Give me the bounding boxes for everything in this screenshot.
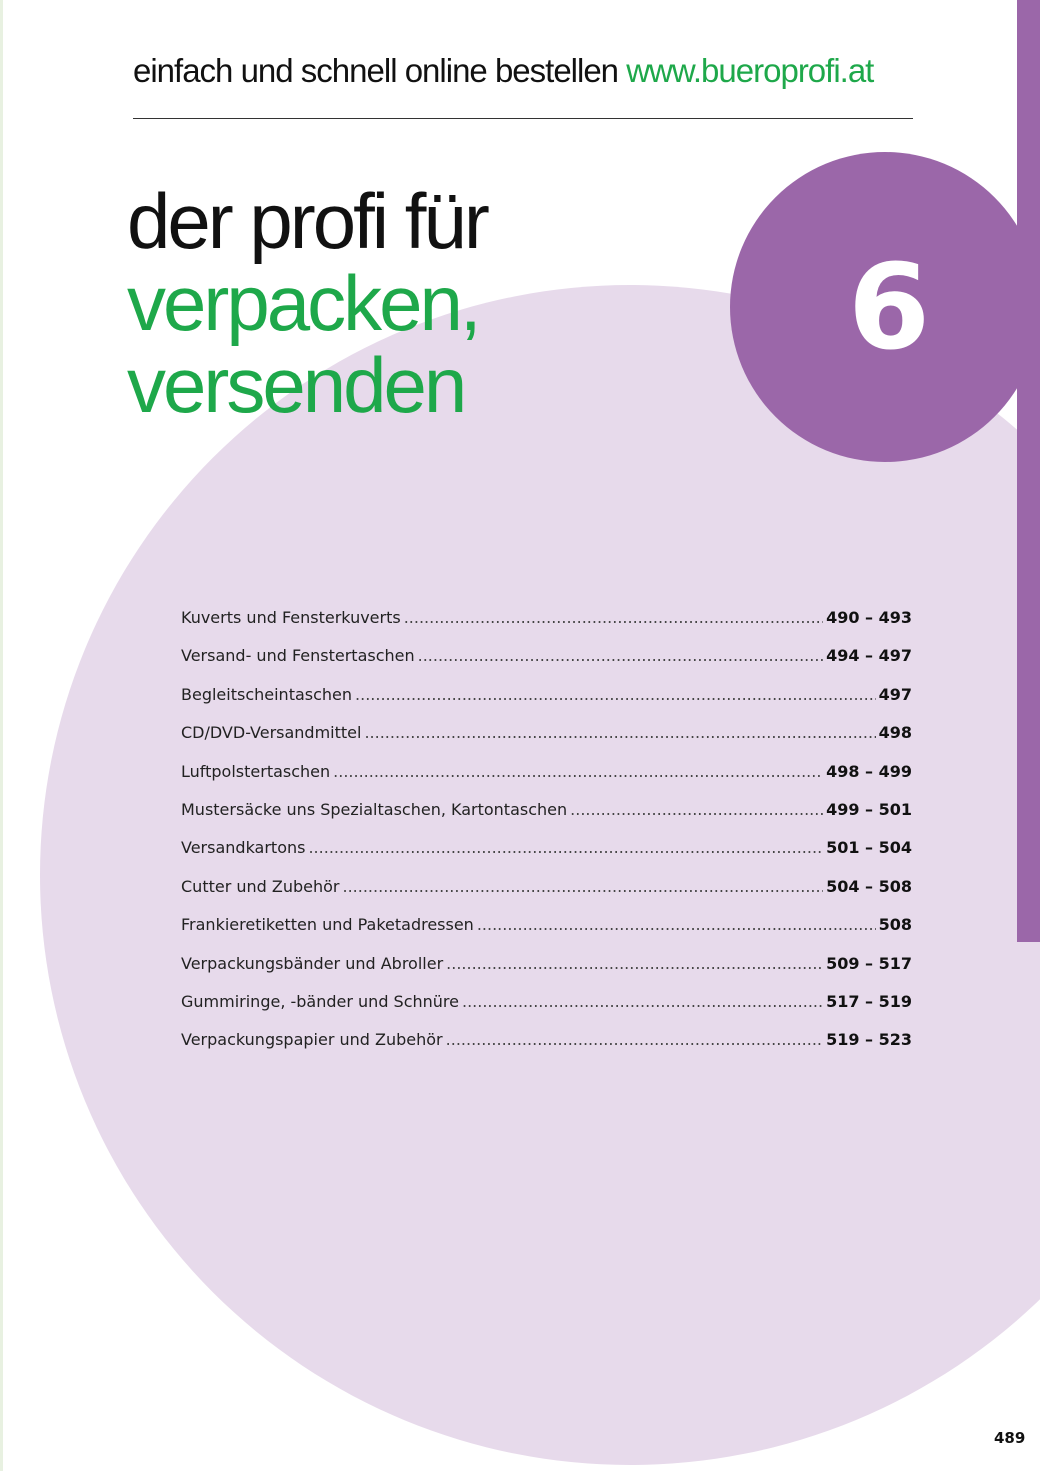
page-number: 489 — [994, 1429, 1026, 1447]
toc-row[interactable] — [181, 992, 912, 1030]
toc-label: CD/DVD-Versandmittel — [181, 723, 362, 743]
toc-label: Versandkartons — [181, 838, 306, 858]
toc-leader-dots — [333, 762, 823, 781]
toc-row[interactable] — [181, 1030, 912, 1068]
table-of-contents — [181, 608, 912, 1069]
toc-leader-dots — [364, 723, 875, 742]
toc-leader-dots — [355, 685, 876, 704]
page-title — [127, 177, 487, 429]
toc-pages: 497 — [878, 684, 912, 704]
toc-pages: 519 – 523 — [826, 1030, 912, 1050]
header-url-link[interactable]: www.bueroprofi.at — [626, 52, 874, 89]
toc-label: Frankieretiketten und Paketadressen — [181, 915, 474, 935]
toc-pages: 499 – 501 — [826, 799, 912, 819]
toc-pages: 490 – 493 — [826, 608, 912, 627]
toc-pages: 509 – 517 — [826, 953, 912, 973]
toc-label: Mustersäcke uns Spezialtaschen, Kartontaschen — [181, 799, 568, 819]
toc-pages: 517 – 519 — [826, 991, 912, 1011]
toc-label: Verpackungspapier und Zubehör — [181, 1030, 443, 1050]
toc-leader-dots — [404, 608, 823, 627]
toc-row[interactable] — [181, 838, 912, 876]
toc-leader-dots — [343, 877, 824, 896]
toc-label: Luftpolstertaschen — [181, 761, 331, 781]
toc-pages: 504 – 508 — [826, 876, 912, 896]
title-line-3: versenden — [127, 341, 465, 429]
toc-leader-dots — [570, 800, 823, 819]
toc-label: Gummiringe, -bänder und Schnüre — [181, 991, 459, 1011]
toc-row[interactable] — [181, 877, 912, 915]
toc-label: Versand- und Fenstertaschen — [181, 646, 415, 666]
chapter-number: 6 — [847, 238, 931, 376]
toc-row[interactable] — [181, 608, 912, 646]
toc-pages: 501 – 504 — [826, 838, 912, 858]
toc-pages: 498 — [878, 723, 912, 743]
toc-leader-dots — [308, 838, 823, 857]
toc-leader-dots — [477, 915, 876, 934]
toc-row[interactable] — [181, 954, 912, 992]
toc-leader-dots — [446, 954, 823, 973]
toc-row[interactable] — [181, 723, 912, 761]
toc-pages: 494 – 497 — [826, 646, 912, 666]
toc-row[interactable] — [181, 762, 912, 800]
header-tagline: einfach und schnell online bestellen — [133, 52, 619, 89]
toc-row[interactable] — [181, 800, 912, 838]
toc-label: Kuverts und Fensterkuverts — [181, 608, 401, 627]
title-line-1: der profi für — [127, 177, 487, 265]
toc-label: Begleitscheintaschen — [181, 684, 353, 704]
toc-leader-dots — [446, 1030, 823, 1049]
header-divider — [133, 118, 913, 119]
toc-pages: 498 – 499 — [826, 761, 912, 781]
toc-label: Cutter und Zubehör — [181, 876, 340, 896]
toc-label: Verpackungsbänder und Abroller — [181, 953, 444, 973]
toc-leader-dots — [462, 992, 823, 1011]
toc-row[interactable] — [181, 685, 912, 723]
toc-pages: 508 — [878, 915, 912, 935]
chapter-side-tab — [1017, 0, 1040, 942]
toc-row[interactable] — [181, 915, 912, 953]
toc-leader-dots — [418, 646, 823, 665]
left-margin-rule — [0, 0, 3, 1471]
title-line-2: verpacken, — [127, 259, 479, 347]
chapter-badge — [730, 152, 1040, 462]
header — [133, 52, 913, 90]
toc-row[interactable] — [181, 646, 912, 684]
